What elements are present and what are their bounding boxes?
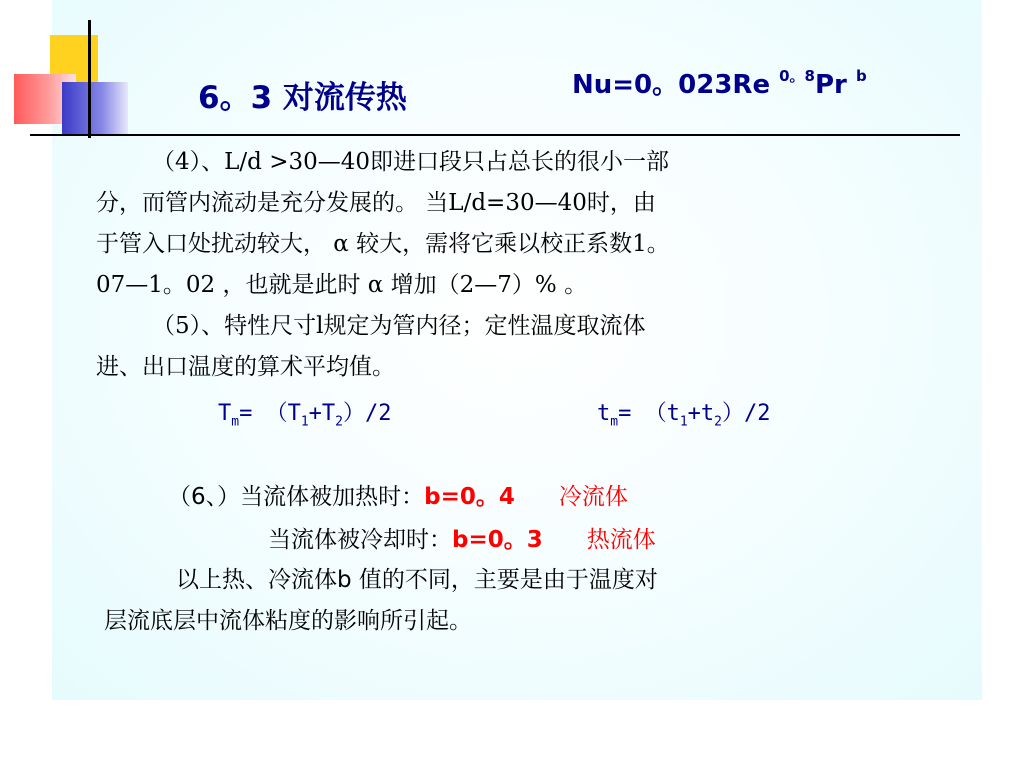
eq-tm-sub2: 2 (714, 414, 722, 430)
formula-re-exponent: 0。8 (779, 67, 815, 86)
cooling-b-value: b=0。3 (452, 527, 543, 553)
nusselt-formula (572, 64, 867, 101)
mean-temperature-cold-equation (597, 396, 770, 429)
decor-blue-gradient-block (62, 82, 128, 134)
eq-Tm-symbol: T (218, 401, 232, 426)
cooling-condition-row (268, 521, 656, 554)
eq-Tm-plus: +T (308, 401, 336, 426)
eq-Tm-T: = （T (239, 401, 301, 426)
decor-vertical-line (88, 20, 91, 138)
eq-Tm-sub2: 2 (335, 414, 343, 430)
heating-b-value: b=0。4 (424, 484, 515, 510)
heating-condition-text: ）当流体被加热时： (217, 484, 425, 510)
formula-pr: Pr (815, 70, 856, 100)
eq-tm-subscript: m (610, 414, 619, 430)
paragraph-4 (96, 142, 926, 306)
paragraph-4-line-1: （4）、L/d >30—40即进口段只占总长的很小一部 (152, 149, 669, 175)
formula-nu-re: Nu=0。023Re (572, 70, 780, 100)
paragraph-5 (96, 306, 926, 388)
eq-Tm-end: ）/2 (342, 401, 392, 426)
paragraph-4-line-3: 于管入口处扰动较大， α 较大，需将它乘以校正系数1。 (96, 231, 670, 257)
heating-fluid-label: 冷流体 (558, 484, 628, 510)
paragraph-4-line-2: 分，而管内流动是充分发展的。 当L/d=30—40时，由 (96, 190, 656, 216)
slide-title: 6。3 对流传热 (198, 80, 407, 116)
heating-condition-row (168, 478, 628, 511)
conclusion-line-1 (104, 560, 934, 601)
eq-Tm-subscript: m (231, 414, 240, 430)
cooling-condition-text: 当流体被冷却时： (268, 527, 452, 553)
eq-Tm-sub1: 1 (300, 414, 309, 430)
mean-temperature-hot-equation (218, 396, 391, 429)
conclusion-line-1-a: 以上热、冷流体 (176, 567, 337, 593)
formula-pr-exponent: b (855, 67, 867, 86)
paragraph-4-line-4: 07—1。02 ，也就是此时 α 增加（2—7）% 。 (96, 272, 588, 298)
heating-prefix-number: （6、 (168, 484, 218, 510)
eq-tm-symbol: t (597, 401, 611, 426)
title-underline (30, 134, 960, 136)
cooling-fluid-label: 热流体 (586, 527, 656, 553)
eq-tm-plus: +t (687, 401, 715, 426)
conclusion-line-2: 层流底层中流体粘度的影响所引起。 (104, 608, 472, 634)
eq-tm-t: = （t (618, 401, 680, 426)
eq-tm-end: ）/2 (721, 401, 771, 426)
eq-tm-sub1: 1 (679, 414, 688, 430)
conclusion-paragraph (104, 560, 934, 642)
conclusion-line-1-b: b (337, 567, 352, 593)
conclusion-line-1-c: 值的不同，主要是由于温度对 (351, 567, 658, 593)
paragraph-5-line-2: 进、出口温度的算术平均值。 (96, 354, 395, 380)
paragraph-5-line-1: （5）、特性尺寸l规定为管内径；定性温度取流体 (152, 313, 646, 339)
